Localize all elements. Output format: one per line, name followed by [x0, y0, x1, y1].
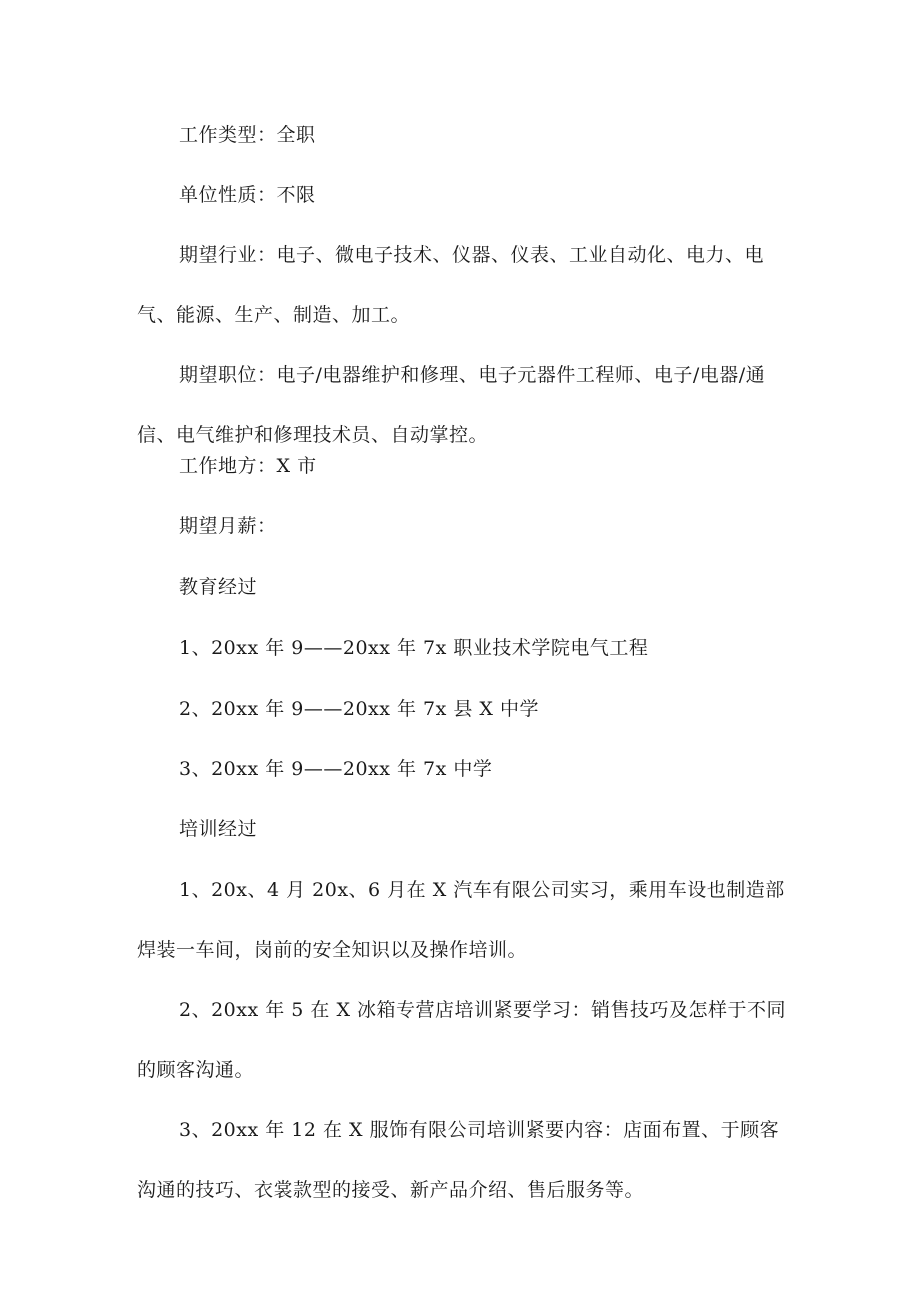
- education-item: 1、20xx 年 9——20xx 年 7x 职业技术学院电气工程: [179, 637, 649, 659]
- education-item: 3、20xx 年 9——20xx 年 7x 中学: [179, 758, 493, 780]
- education-heading: 教育经过: [179, 576, 258, 598]
- unit-nature-line: 单位性质：不限: [179, 184, 316, 206]
- training-item: 1、20x、4 月 20x、6 月在 X 汽车有限公司实习，乘用车设也制造部焊装一车间，岗前的安全知识以及操作培训。: [137, 879, 785, 961]
- expected-position-paragraph: 期望职位：电子/电器维护和修理、电子元器件工程师、电子/电器/通信、电气维护和修理技术员、自动掌控。: [137, 364, 766, 446]
- expected-industry-paragraph: 期望行业：电子、微电子技术、仪器、仪表、工业自动化、电力、电气、能源、生产、制造、加工。: [137, 244, 765, 326]
- expected-salary-line: 期望月薪：: [179, 515, 277, 537]
- education-item: 2、20xx 年 9——20xx 年 7x 县 X 中学: [179, 698, 539, 720]
- training-heading: 培训经过: [179, 818, 258, 840]
- training-item: 3、20xx 年 12 在 X 服饰有限公司培训紧要内容：店面布置、于顾客沟通的技巧、衣裳款型的接受、新产品介绍、售后服务等。: [137, 1119, 780, 1201]
- work-location-line: 工作地方：X 市: [179, 455, 317, 477]
- job-type-line: 工作类型：全职: [179, 124, 316, 146]
- training-item: 2、20xx 年 5 在 X 冰箱专营店培训紧要学习：销售技巧及怎样于不同的顾客沟通。: [137, 999, 787, 1081]
